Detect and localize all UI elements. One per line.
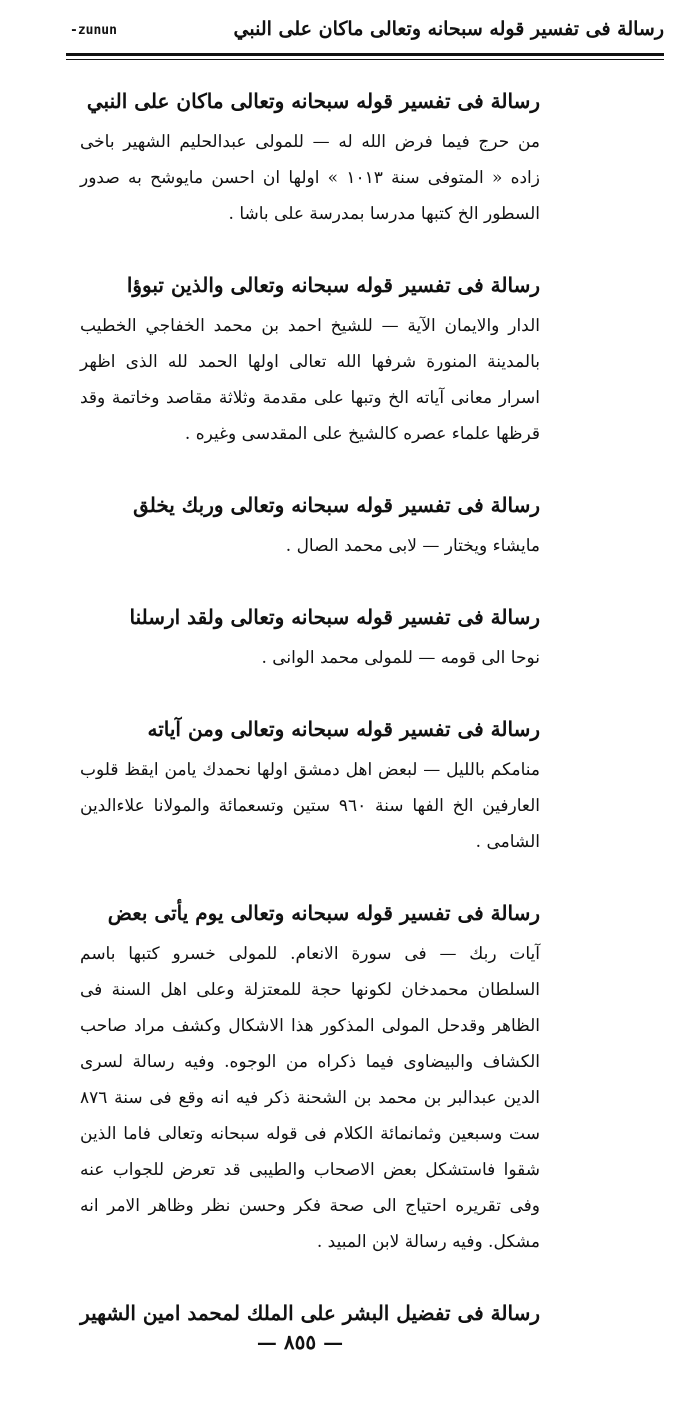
entry-body: من حرج فيما فرض الله له — للمولى عبدالحليم الشهير باخى زاده « المتوفى سنة ١٠١٣ » اولها ان احسن مايوشح به صدور السطور الخ كتبها مدرسا بمدرسة على باشا . <box>80 132 540 224</box>
running-title: رسالة فى تفسير قوله سبحانه وتعالى ماكان على النبي <box>233 18 664 40</box>
entry-heading: رسالة فى تفسير قوله سبحانه وتعالى ومن آياته <box>147 717 540 741</box>
page-body <box>80 78 540 1366</box>
entry <box>80 482 540 564</box>
entry <box>80 594 540 676</box>
header-rule-thin <box>66 59 664 60</box>
entry-heading: رسالة فى تفسير قوله سبحانه وتعالى ماكان على النبي <box>86 89 540 113</box>
entry-heading: رسالة فى تفسير قوله سبحانه وتعالى ولقد ارسلنا <box>129 605 540 629</box>
entry <box>80 706 540 860</box>
site-tag: -zunun <box>70 23 117 38</box>
header-rule-thick <box>66 53 664 56</box>
entry-heading: رسالة فى تفسير قوله سبحانه وتعالى والذين تبوؤا <box>126 273 540 297</box>
running-header <box>44 18 664 46</box>
entry <box>80 262 540 452</box>
entry-body: نوحا الى قومه — للمولى محمد الوانى . <box>261 648 540 668</box>
entry-body: منامكم بالليل — لبعض اهل دمشق اولها نحمدك يامن ايقظ قلوب العارفين الخ الفها سنة ٩٦٠ ستين وتسعمائة والمولانا علاءالدين الشامى . <box>80 760 540 852</box>
entry-heading: رسالة فى تفسير قوله سبحانه وتعالى وربك يخلق <box>133 493 540 517</box>
entry <box>80 890 540 1260</box>
entry-body: آيات ربك — فى سورة الانعام. للمولى خسرو كتبها باسم السلطان محمدخان لكونها حجة للمعتزلة وعلى اهل السنة فى الظاهر وقدحل المولى المذكور هذا الاشكال وكشف مراد صاحب الكشاف والبيضاوى فيما ذكراه من الوجوه. وفيه رسالة لسرى الدين عبدالبر بن محمد بن الشحنة ذكر فيه انه وقع فى سنة ٨٧٦ ست وسبعين وثمانمائة الكلام فى قوله سبحانه وتعالى فاما الذين شقوا فاستشكل بعض الاصحاب والطيبى قد تعرض للجواب عنه وفى تقريره احتياج الى صحة فكر وحسن نظر وظاهر الامر انه مشكل. وفيه رسالة لابن المبيد . <box>80 944 540 1252</box>
entry-body: الدار والايمان الآية — للشيخ احمد بن محمد الخفاجي الخطيب بالمدينة المنورة شرفها الله تعالى اولها الحمد لله الذى اظهر اسرار معانى آياته الخ وتبها على مقدمة وثلاثة مقاصد وخاتمة وقد قرظها علماء عصره كالشيخ على المقدسى وغيره . <box>80 316 540 444</box>
entry <box>80 78 540 232</box>
entry-body: مايشاء ويختار — لابى محمد الصال . <box>285 536 540 556</box>
entry-heading: رسالة فى تفسير قوله سبحانه وتعالى يوم يأتى بعض <box>107 901 540 925</box>
page-number: — ٨٥٥ — <box>256 1330 344 1354</box>
entry-heading: رسالة فى تفضيل البشر على الملك لمحمد امين الشهير <box>80 1301 540 1325</box>
